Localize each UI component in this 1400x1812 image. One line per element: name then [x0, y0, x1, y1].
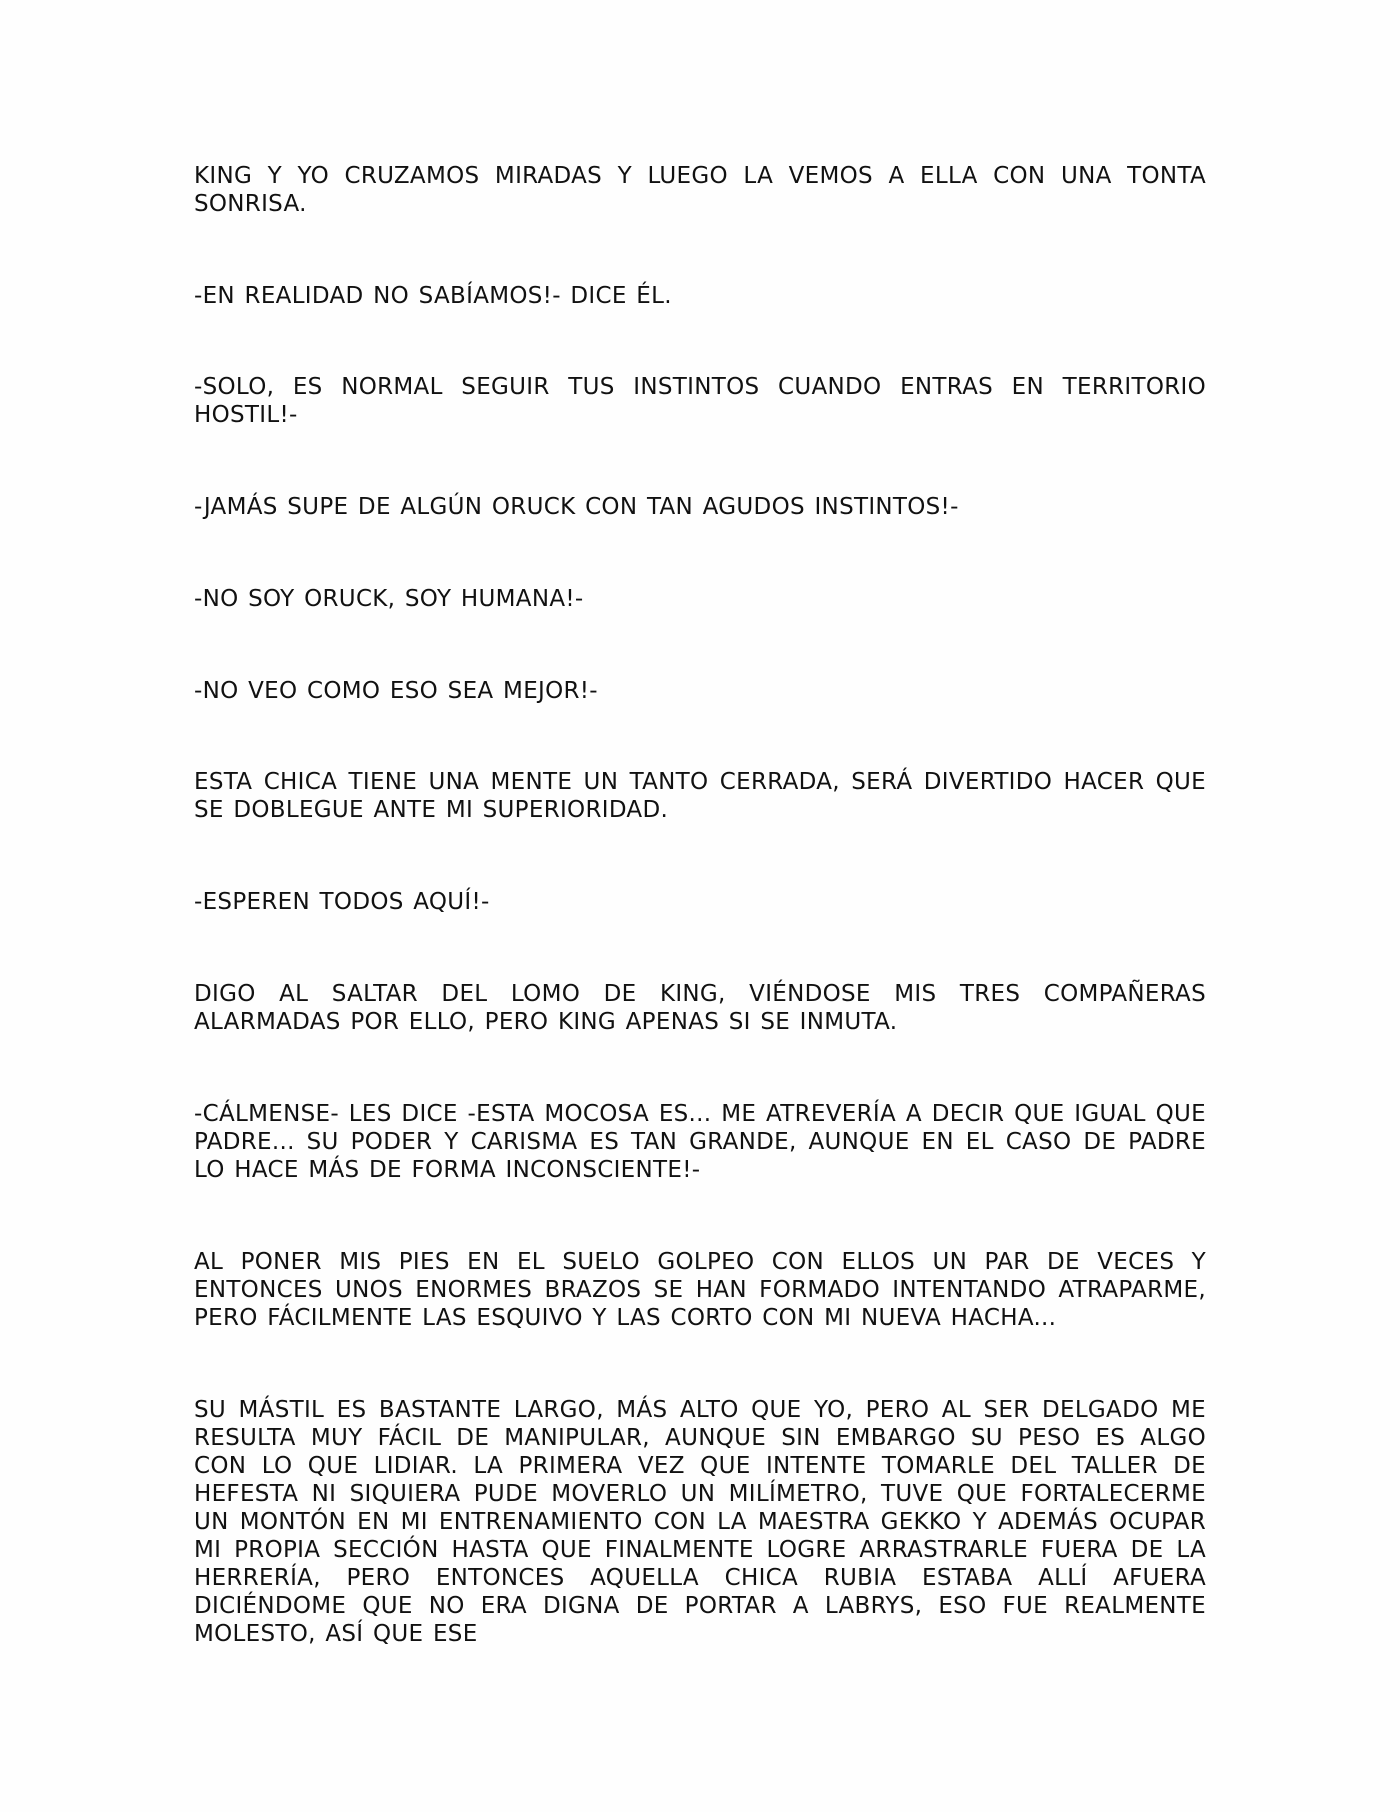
paragraph-6: -NO VEO COMO ESO SEA MEJOR!-: [194, 678, 598, 704]
paragraph-3: -SOLO, ES NORMAL SEGUIR TUS INSTINTOS CUANDO ENTRAS EN TERRITORIO HOSTIL!-: [194, 374, 1206, 428]
paragraph-10: -CÁLMENSE- LES DICE -ESTA MOCOSA ES... ME ATREVERÍA A DECIR QUE IGUAL QUE PADRE... SU PODER Y CARISMA ES TAN GRANDE, AUNQUE EN EL CASO DE PADRE LO HACE MÁS DE FORMA INCONSCIENTE!-: [194, 1101, 1206, 1183]
paragraph-12: SU MÁSTIL ES BASTANTE LARGO, MÁS ALTO QUE YO, PERO AL SER DELGADO ME RESULTA MUY FÁCIL DE MANIPULAR, AUNQUE SIN EMBARGO SU PESO ES ALGO CON LO QUE LIDIAR. LA PRIMERA VEZ QUE INTENTE TOMARLE DEL TALLER DE HEFESTA NI SIQUIERA PUDE MOVERLO UN MILÍMETRO, TUVE QUE FORTALECERME UN MONTÓN EN MI ENTRENAMIENTO CON LA MAESTRA GEKKO Y ADEMÁS OCUPAR MI PROPIA SECCIÓN HASTA QUE FINALMENTE LOGRE ARRASTRARLE FUERA DE LA HERRERÍA, PERO ENTONCES AQUELLA CHICA RUBIA ESTABA ALLÍ AFUERA DICIÉNDOME QUE NO ERA DIGNA DE PORTAR A LABRYS, ESO FUE REALMENTE MOLESTO, ASÍ QUE ESE: [194, 1397, 1206, 1647]
paragraph-2: -EN REALIDAD NO SABÍAMOS!- DICE ÉL.: [194, 283, 672, 309]
paragraph-11: AL PONER MIS PIES EN EL SUELO GOLPEO CON ELLOS UN PAR DE VECES Y ENTONCES UNOS ENORMES BRAZOS SE HAN FORMADO INTENTANDO ATRAPARME, PERO FÁCILMENTE LAS ESQUIVO Y LAS CORTO CON MI NUEVA HACHA...: [194, 1249, 1206, 1331]
paragraph-9: DIGO AL SALTAR DEL LOMO DE KING, VIÉNDOSE MIS TRES COMPAÑERAS ALARMADAS POR ELLO, PERO KING APENAS SI SE INMUTA.: [194, 981, 1206, 1035]
paragraph-4: -JAMÁS SUPE DE ALGÚN ORUCK CON TAN AGUDOS INSTINTOS!-: [194, 494, 959, 520]
paragraph-7: ESTA CHICA TIENE UNA MENTE UN TANTO CERRADA, SERÁ DIVERTIDO HACER QUE SE DOBLEGUE ANTE MI SUPERIORIDAD.: [194, 769, 1206, 823]
paragraph-5: -NO SOY ORUCK, SOY HUMANA!-: [194, 586, 584, 612]
paragraph-8: -ESPEREN TODOS AQUÍ!-: [194, 889, 490, 915]
paragraph-1: KING Y YO CRUZAMOS MIRADAS Y LUEGO LA VEMOS A ELLA CON UNA TONTA SONRISA.: [194, 163, 1206, 217]
